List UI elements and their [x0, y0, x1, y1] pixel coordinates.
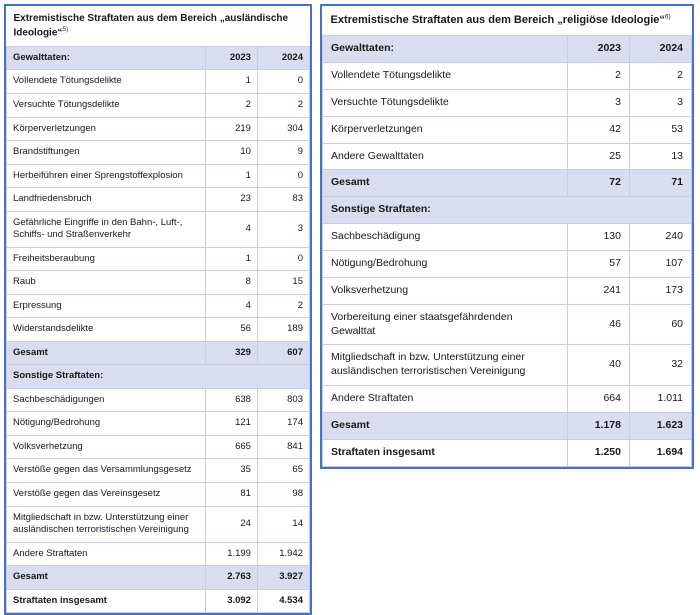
cell-2023: 1 — [205, 70, 257, 94]
row-label: Versuchte Tötungsdelikte — [323, 89, 568, 116]
row-label: Sachbeschädigung — [323, 224, 568, 251]
cell-2023: 219 — [205, 117, 257, 141]
cell-2024: 174 — [257, 412, 309, 436]
cell-2023: 3.092 — [205, 589, 257, 613]
right-table-body — [323, 6, 692, 466]
table-row — [7, 294, 310, 318]
table-row — [7, 188, 310, 212]
cell-2024: 13 — [629, 143, 691, 170]
table-row — [323, 345, 692, 386]
left-header-year-2024: 2024 — [257, 46, 309, 70]
row-label: Gesamt — [7, 341, 206, 365]
row-label: Landfriedensbruch — [7, 188, 206, 212]
cell-2023: 1 — [205, 247, 257, 271]
row-label: Gesamt — [7, 566, 206, 590]
cell-2023: 24 — [205, 506, 257, 542]
table-auslaendische-ideologie — [4, 4, 312, 615]
cell-2023: 56 — [205, 318, 257, 342]
cell-2023: 3 — [567, 89, 629, 116]
cell-2024: 107 — [629, 251, 691, 278]
left-other-header: Sonstige Straftaten: — [7, 365, 310, 389]
right-table-title-text: Extremistische Straftaten aus dem Bereich „religiöse Ideologie“ — [330, 14, 665, 26]
left-table — [6, 6, 310, 613]
table-row — [323, 277, 692, 304]
row-label: Raub — [7, 271, 206, 295]
cell-2024: 14 — [257, 506, 309, 542]
cell-2024: 65 — [257, 459, 309, 483]
cell-2023: 8 — [205, 271, 257, 295]
table-row — [7, 93, 310, 117]
cell-2024: 841 — [257, 435, 309, 459]
table-religioese-ideologie — [320, 4, 694, 469]
table-row — [7, 506, 310, 542]
row-label: Gefährliche Eingriffe in den Bahn-, Luft-, Schiffs- und Straßenverkehr — [7, 211, 206, 247]
cell-2023: 25 — [567, 143, 629, 170]
cell-2023: 57 — [567, 251, 629, 278]
left-title-footnote: 5) — [62, 25, 69, 33]
row-label: Straftaten insgesamt — [323, 439, 568, 466]
cell-2024: 1.623 — [629, 413, 691, 440]
table-row — [7, 271, 310, 295]
row-label: Mitgliedschaft in bzw. Unterstützung einer ausländischen terroristischen Vereinigung — [7, 506, 206, 542]
cell-2024: 304 — [257, 117, 309, 141]
cell-2023: 35 — [205, 459, 257, 483]
table-row — [323, 304, 692, 345]
row-label: Vollendete Tötungsdelikte — [7, 70, 206, 94]
table-row-grand-total — [7, 589, 310, 613]
cell-2023: 1.199 — [205, 542, 257, 566]
row-label: Vollendete Tötungsdelikte — [323, 63, 568, 90]
cell-2024: 1.011 — [629, 386, 691, 413]
cell-2024: 1.694 — [629, 439, 691, 466]
cell-2024: 32 — [629, 345, 691, 386]
cell-2024: 3 — [257, 211, 309, 247]
row-label: Verstöße gegen das Vereinsgesetz — [7, 483, 206, 507]
cell-2023: 664 — [567, 386, 629, 413]
cell-2023: 46 — [567, 304, 629, 345]
cell-2023: 4 — [205, 294, 257, 318]
left-header-year-2023: 2023 — [205, 46, 257, 70]
cell-2023: 2 — [567, 63, 629, 90]
table-row — [7, 435, 310, 459]
row-label: Erpressung — [7, 294, 206, 318]
right-header-year-2023: 2023 — [567, 36, 629, 63]
cell-2023: 72 — [567, 170, 629, 197]
table-row — [7, 117, 310, 141]
table-row — [7, 459, 310, 483]
cell-2024: 83 — [257, 188, 309, 212]
right-table — [322, 6, 692, 467]
table-row — [323, 143, 692, 170]
cell-2024: 0 — [257, 70, 309, 94]
cell-2023: 4 — [205, 211, 257, 247]
table-row — [323, 36, 692, 63]
cell-2024: 4.534 — [257, 589, 309, 613]
cell-2024: 2 — [257, 93, 309, 117]
table-row — [7, 247, 310, 271]
cell-2024: 173 — [629, 277, 691, 304]
cell-2023: 1 — [205, 164, 257, 188]
row-label: Versuchte Tötungsdelikte — [7, 93, 206, 117]
table-row — [323, 89, 692, 116]
right-title-footnote: 6) — [664, 13, 671, 21]
cell-2024: 98 — [257, 483, 309, 507]
cell-2024: 53 — [629, 116, 691, 143]
table-row-total-violent — [7, 341, 310, 365]
table-row — [7, 141, 310, 165]
cell-2024: 3.927 — [257, 566, 309, 590]
cell-2023: 40 — [567, 345, 629, 386]
row-label: Sachbeschädigungen — [7, 388, 206, 412]
cell-2024: 2 — [257, 294, 309, 318]
table-row — [323, 6, 692, 36]
cell-2023: 23 — [205, 188, 257, 212]
table-row — [323, 116, 692, 143]
right-table-title — [323, 6, 692, 36]
row-label: Nötigung/Bedrohung — [7, 412, 206, 436]
cell-2023: 2 — [205, 93, 257, 117]
cell-2023: 241 — [567, 277, 629, 304]
row-label: Straftaten insgesamt — [7, 589, 206, 613]
table-row — [7, 318, 310, 342]
cell-2023: 42 — [567, 116, 629, 143]
cell-2023: 10 — [205, 141, 257, 165]
table-row-total-other — [323, 413, 692, 440]
cell-2024: 1.942 — [257, 542, 309, 566]
table-row-total-violent — [323, 170, 692, 197]
row-label: Mitgliedschaft in bzw. Unterstützung einer ausländischen terroristischen Vereinigung — [323, 345, 568, 386]
left-table-title — [7, 6, 310, 46]
table-row — [7, 388, 310, 412]
row-label: Volksverhetzung — [323, 277, 568, 304]
cell-2024: 240 — [629, 224, 691, 251]
table-row — [7, 70, 310, 94]
cell-2024: 3 — [629, 89, 691, 116]
table-row — [7, 412, 310, 436]
row-label: Widerstandsdelikte — [7, 318, 206, 342]
cell-2024: 71 — [629, 170, 691, 197]
cell-2023: 2.763 — [205, 566, 257, 590]
row-label: Gesamt — [323, 170, 568, 197]
cell-2023: 130 — [567, 224, 629, 251]
cell-2023: 1.250 — [567, 439, 629, 466]
row-label: Andere Gewalttaten — [323, 143, 568, 170]
right-other-header: Sonstige Straftaten: — [323, 197, 692, 224]
table-row — [7, 211, 310, 247]
row-label: Körperverletzungen — [7, 117, 206, 141]
right-violent-header-label: Gewalttaten: — [323, 36, 568, 63]
table-row-section-other — [7, 365, 310, 389]
cell-2024: 0 — [257, 164, 309, 188]
table-row-section-other — [323, 197, 692, 224]
row-label: Vorbereitung einer staatsgefährdenden Gewalttat — [323, 304, 568, 345]
cell-2024: 0 — [257, 247, 309, 271]
cell-2024: 803 — [257, 388, 309, 412]
cell-2023: 329 — [205, 341, 257, 365]
table-row — [7, 164, 310, 188]
table-row — [323, 386, 692, 413]
left-table-body — [7, 6, 310, 613]
table-row — [7, 483, 310, 507]
table-row-total-other — [7, 566, 310, 590]
row-label: Herbeiführen einer Sprengstoffexplosion — [7, 164, 206, 188]
cell-2023: 665 — [205, 435, 257, 459]
table-row — [323, 224, 692, 251]
left-violent-header-label: Gewalttaten: — [7, 46, 206, 70]
cell-2024: 60 — [629, 304, 691, 345]
table-row-grand-total — [323, 439, 692, 466]
cell-2024: 15 — [257, 271, 309, 295]
row-label: Volksverhetzung — [7, 435, 206, 459]
table-row — [323, 251, 692, 278]
table-row — [7, 46, 310, 70]
row-label: Gesamt — [323, 413, 568, 440]
row-label: Brandstiftungen — [7, 141, 206, 165]
row-label: Nötigung/Bedrohung — [323, 251, 568, 278]
left-table-title-text: Extremistische Straftaten aus dem Bereich „ausländische Ideologie“ — [13, 13, 289, 39]
row-label: Andere Straftaten — [7, 542, 206, 566]
cell-2023: 121 — [205, 412, 257, 436]
row-label: Verstöße gegen das Versammlungsgesetz — [7, 459, 206, 483]
table-row — [323, 63, 692, 90]
right-header-year-2024: 2024 — [629, 36, 691, 63]
cell-2024: 189 — [257, 318, 309, 342]
cell-2024: 607 — [257, 341, 309, 365]
row-label: Freiheitsberaubung — [7, 247, 206, 271]
cell-2023: 1.178 — [567, 413, 629, 440]
table-row — [7, 542, 310, 566]
cell-2023: 81 — [205, 483, 257, 507]
cell-2024: 2 — [629, 63, 691, 90]
row-label: Andere Straftaten — [323, 386, 568, 413]
cell-2024: 9 — [257, 141, 309, 165]
row-label: Körperverletzungen — [323, 116, 568, 143]
table-row — [7, 6, 310, 46]
cell-2023: 638 — [205, 388, 257, 412]
